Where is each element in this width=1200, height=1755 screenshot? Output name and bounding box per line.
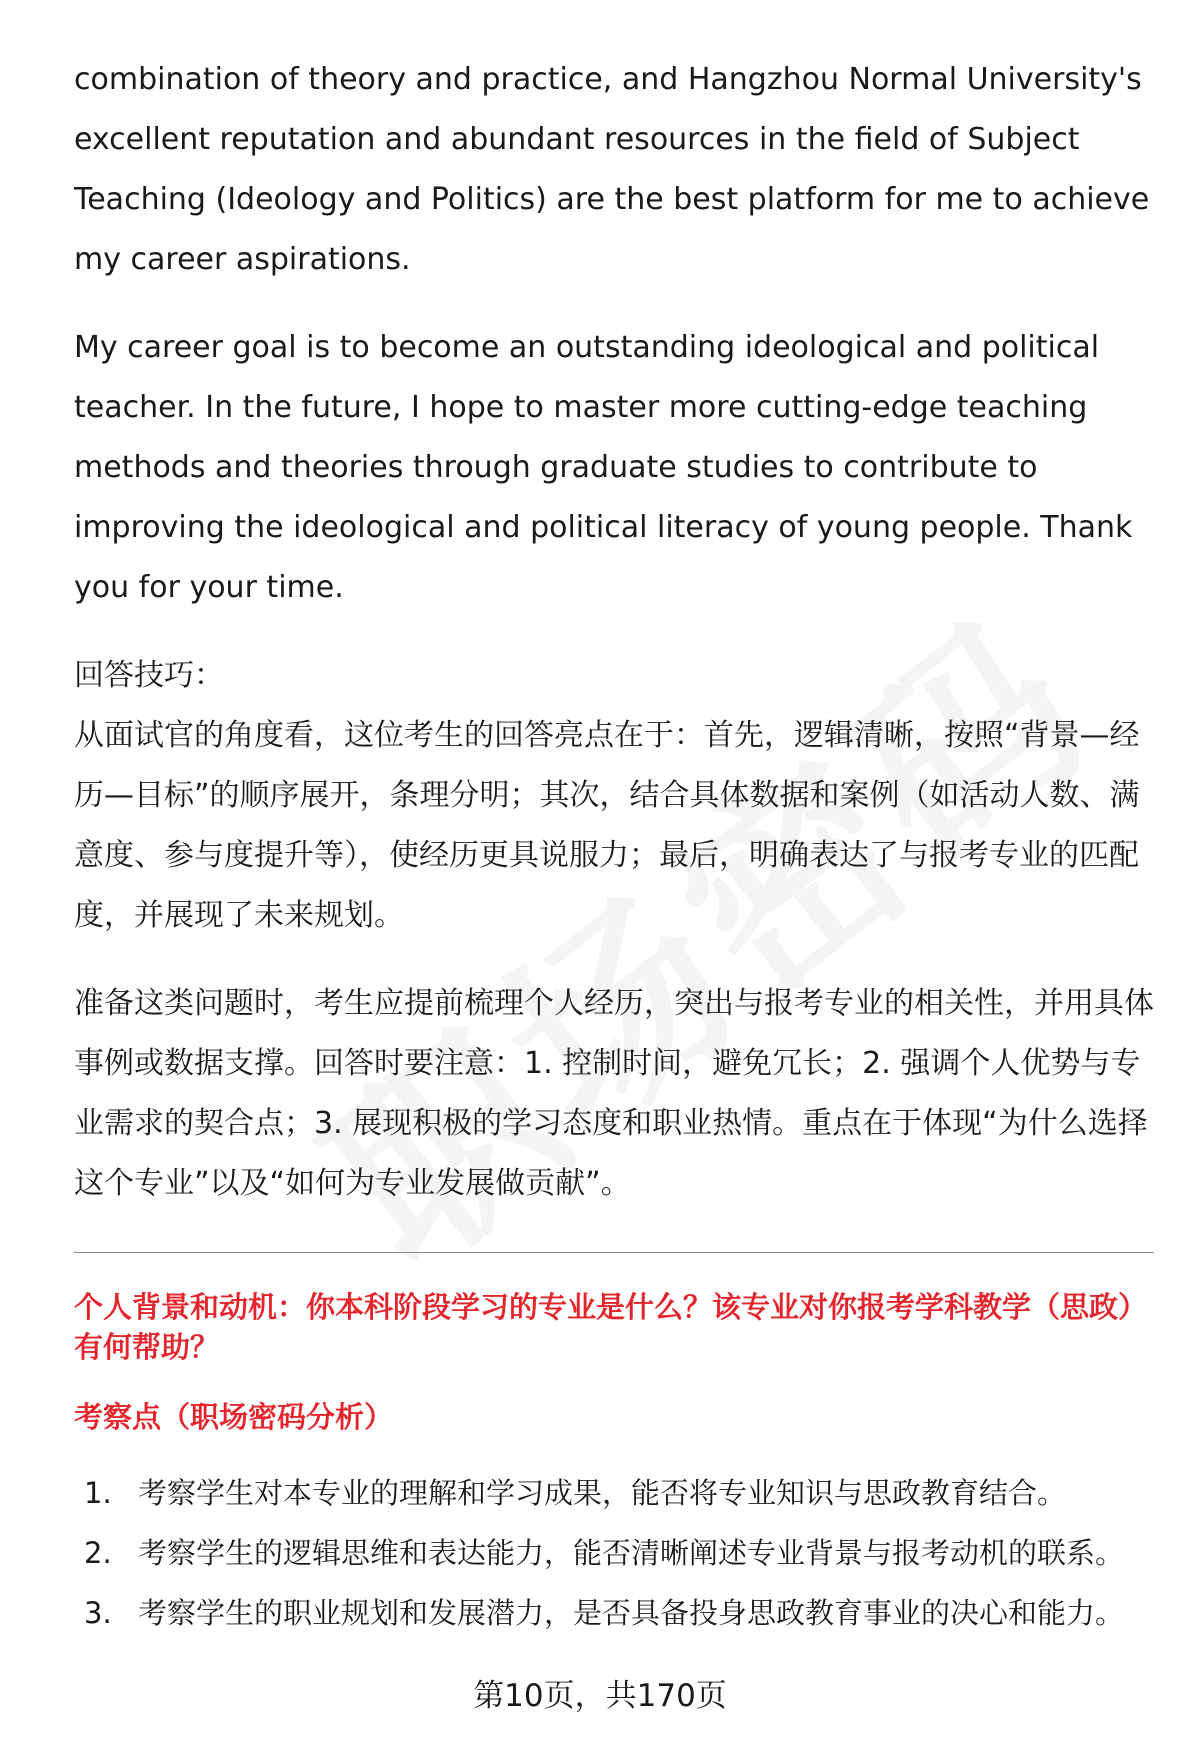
- tips-paragraph-2: 准备这类问题时，考生应提前梳理个人经历，突出与报考专业的相关性，并用具体事例或数据支撑。回答时要注意：1. 控制时间，避免冗长；2. 强调个人优势与专业需求的契合点；3. 展现积极的学习态度和职业热情。重点在于体现“为什么选择这个专业”以及“如何为专业发展做贡献”。: [74, 986, 1154, 1201]
- section-divider: [74, 1252, 1154, 1253]
- body-paragraph-1: combination of theory and practice, and Hangzhou Normal University's excellent reputation and abundant resources in the field of Subject Teaching (Ideology and Politics) are the best platform for me to achieve my career aspirations.: [74, 62, 1150, 277]
- analysis-title: 考察点（职场密码分析）: [74, 1400, 394, 1434]
- list-item-text: 考察学生的逻辑思维和表达能力，能否清晰阐述专业背景与报考动机的联系。: [138, 1536, 1125, 1570]
- tips-label: 回答技巧：: [74, 658, 224, 693]
- list-item-number: 1.: [84, 1476, 112, 1510]
- list-item: [74, 1523, 1154, 1583]
- analysis-points-list: [74, 1463, 1154, 1643]
- document-page: [74, 50, 1154, 1643]
- tips-paragraph-1: 从面试官的角度看，这位考生的回答亮点在于：首先，逻辑清晰，按照“背景—经历—目标”的顺序展开，条理分明；其次，结合具体数据和案例（如活动人数、满意度、参与度提升等），使经历更具说服力；最后，明确表达了与报考专业的匹配度，并展现了未来规划。: [74, 718, 1140, 933]
- list-item-number: 2.: [84, 1536, 112, 1570]
- body-paragraph-2: My career goal is to become an outstanding ideological and political teacher. In the future, I hope to master more cutting-edge teaching methods and theories through graduate studies to contribute to improving the ideological and political literacy of young people. Thank you for your time.: [74, 330, 1133, 605]
- page-footer: 第10页，共170页: [473, 1678, 727, 1714]
- list-item-text: 考察学生的职业规划和发展潜力，是否具备投身思政教育事业的决心和能力。: [138, 1596, 1125, 1630]
- list-item: [74, 1583, 1154, 1643]
- question-heading: 个人背景和动机：你本科阶段学习的专业是什么？该专业对你报考学科教学（思政）有何帮助？: [74, 1290, 1148, 1364]
- list-item-text: 考察学生对本专业的理解和学习成果，能否将专业知识与思政教育结合。: [138, 1476, 1067, 1510]
- list-item-number: 3.: [84, 1596, 112, 1630]
- list-item: [74, 1463, 1154, 1523]
